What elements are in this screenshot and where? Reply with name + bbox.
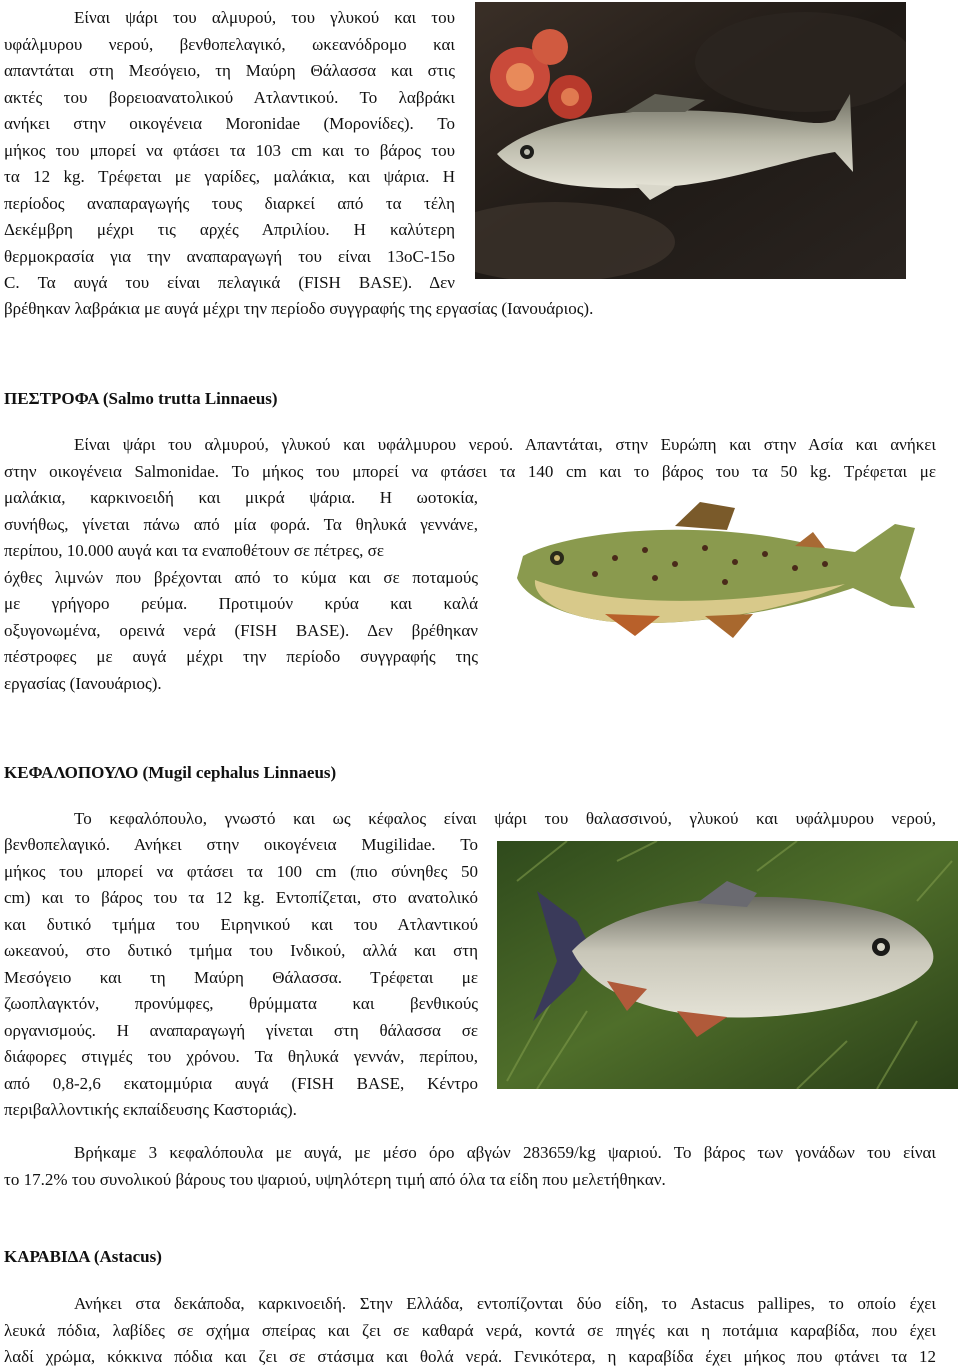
- mullet-line: από 0,8-2,6 εκατομμύρια αυγά (FISH BASE, Κέντρο: [4, 1073, 478, 1093]
- crayfish-line: Ανήκει στα δεκάποδα, καρκινοειδή. Στην Ελλάδα, εντοπίζονται δύο είδη, το Astacus pallipes, το οποίο έχει: [74, 1294, 936, 1313]
- mullet-heading: ΚΕΦΑΛΟΠΟΥΛΟ (Mugil cephalus Linnaeus): [4, 763, 337, 782]
- seabass-line: C. Τα αυγά του είναι πελαγικά (FISH BASE). Δεν: [4, 273, 455, 292]
- mullet-finding-line: το 17.2% του συνολικού βάρους του ψαριού, υψηλότερη τιμή από όλα τα είδη που μελετήθηκαν.: [4, 1169, 666, 1189]
- seabass-line: θερμοκρασία για την αναπαραγωγή του είναι 13oC-15o: [4, 246, 455, 266]
- trout-line: πέστροφες με αυγά μέχρι την περίοδο συγγραφής της: [4, 647, 478, 666]
- mullet-line: και δυτικό τμήμα του Ειρηνικού και του Ατλαντικού: [4, 914, 478, 934]
- crayfish-line: λευκά πόδια, λαβίδες σε σχήμα σπείρας και ζει σε καθαρά νερά, κοντά σε πηγές και η ποτάμια καραβίδα, που έχει: [4, 1320, 936, 1340]
- seabass-line: Δεκέμβρη μέχρι τις αρχές Απριλίου. Η καλύτερη: [4, 220, 455, 239]
- mullet-line: cm) και το βάρος του τα 12 kg. Εντοπίζεται, στο ανατολικό: [4, 888, 478, 907]
- crayfish-heading: ΚΑΡΑΒΙΔΑ (Astacus): [4, 1247, 162, 1266]
- seabass-paragraph-end: [4, 296, 940, 323]
- mullet-finding-paragraph: [4, 1140, 936, 1193]
- mullet-line: περιβαλλοντικής εκπαίδευσης Καστοριάς).: [4, 1100, 297, 1119]
- trout-line: όχθες λιμνών που βρέχονται από το κύμα και σε ποταμούς: [4, 567, 478, 587]
- seabass-line: βρέθηκαν λαβράκια με αυγά μέχρι την περίοδο συγγραφής της εργασίας (Ιανουάριος).: [4, 299, 594, 318]
- trout-photo: [495, 488, 935, 688]
- trout-line: Είναι ψάρι του αλμυρού, γλυκού και υφάλμυρου νερού. Απαντάται, στην Ευρώπη και στην Ασία και ανήκει: [74, 435, 936, 454]
- crayfish-line: λαδί χρώμα, κόκκινα πόδια και ζει σε στάσιμα και θολά νερά. Γενικότερα, η καραβίδα έχει μήκος που φτάνει τα 12: [4, 1347, 936, 1366]
- mullet-line: διάφορες στιγμές του χρόνου. Τα θηλυκά γεννάν, περίπου,: [4, 1047, 478, 1066]
- mullet-line: ωκεανού, στο δυτικό τμήμα του Ινδικού, αλλά και στη: [4, 941, 478, 960]
- trout-paragraph: [4, 485, 478, 697]
- seabass-paragraph: [4, 5, 455, 297]
- mullet-line: ζωοπλαγκτόν, προνύμφες, θρύμματα και βενθικούς: [4, 994, 478, 1013]
- mullet-line: οργανισμούς. Η αναπαραγωγή γίνεται στη θάλασσα σε: [4, 1020, 478, 1040]
- mullet-line: Το κεφαλόπουλο, γνωστό και ως κέφαλος είναι ψάρι του θαλασσινού, γλυκού και υφάλμυρου νερού,: [74, 809, 936, 828]
- trout-line: περίπου, 10.000 αυγά και τα εναποθέτουν σε πέτρες, σε: [4, 541, 384, 560]
- trout-line: στην οικογένεια Salmonidae. Το μήκος του μπορεί να φτάσει τα 140 cm και το βάρος του τα 50 kg. Τρέφεται με: [4, 461, 936, 481]
- trout-paragraph-top: [4, 432, 936, 485]
- crayfish-paragraph: [4, 1291, 936, 1371]
- seabass-line: Είναι ψάρι του αλμυρού, του γλυκού και του: [74, 8, 455, 27]
- mullet-finding-line: Βρήκαμε 3 κεφαλόπουλα με αυγά, με μέσο όρο αβγών 283659/kg ψαριού. Το βάρος των γονάδων του είναι: [74, 1143, 936, 1162]
- seabass-line: τα 12 kg. Τρέφεται με γαρίδες, μαλάκια, και ψάρια. Η: [4, 167, 455, 186]
- trout-line: οξυγονωμένα, ορεινά νερά (FISH BASE). Δεν βρέθηκαν: [4, 620, 478, 640]
- seabass-line: υφάλμυρου νερού, βενθοπελαγικό, ωκεανόδρομο και: [4, 34, 455, 54]
- trout-line: συνήθως, γίνεται πάνω από μία φορά. Τα θηλυκά γεννάνε,: [4, 514, 478, 534]
- mullet-line: μήκος του μπορεί να φτάσει τα 100 cm (πιο σύνηθες 50: [4, 861, 478, 881]
- seabass-line: μήκος του μπορεί να φτάσει τα 103 cm και το βάρος του: [4, 140, 455, 160]
- mullet-line: βενθοπελαγικό. Ανήκει στην οικογένεια Mugilidae. Το: [4, 835, 478, 854]
- seabass-line: απαντάται στη Μεσόγειο, τη Μαύρη Θάλασσα και στις: [4, 61, 455, 80]
- trout-heading: ΠΕΣΤΡΟΦΑ (Salmo trutta Linnaeus): [4, 389, 278, 408]
- seabass-line: περίοδος αναπαραγωγής τους διαρκεί από τα τέλη: [4, 193, 455, 213]
- trout-line: μαλάκια, καρκινοειδή και μικρά ψάρια. Η ωοτοκία,: [4, 488, 478, 507]
- mullet-paragraph-top: [4, 806, 936, 833]
- trout-line: εργασίας (Ιανουάριος).: [4, 673, 162, 693]
- trout-line: με γρήγορο ρεύμα. Προτιμούν κρύα και καλά: [4, 594, 478, 613]
- seabass-photo: [475, 2, 906, 279]
- mullet-line: Μεσόγειο και τη Μαύρη Θάλασσα. Τρέφεται με: [4, 967, 478, 987]
- seabass-line: ανήκει στην οικογένεια Moronidae (Μορονίδες). Το: [4, 114, 455, 133]
- seabass-line: ακτές του βορειοανατολικού Ατλαντικού. Το λαβράκι: [4, 87, 455, 107]
- mullet-photo: [497, 841, 958, 1089]
- mullet-paragraph: [4, 832, 478, 1124]
